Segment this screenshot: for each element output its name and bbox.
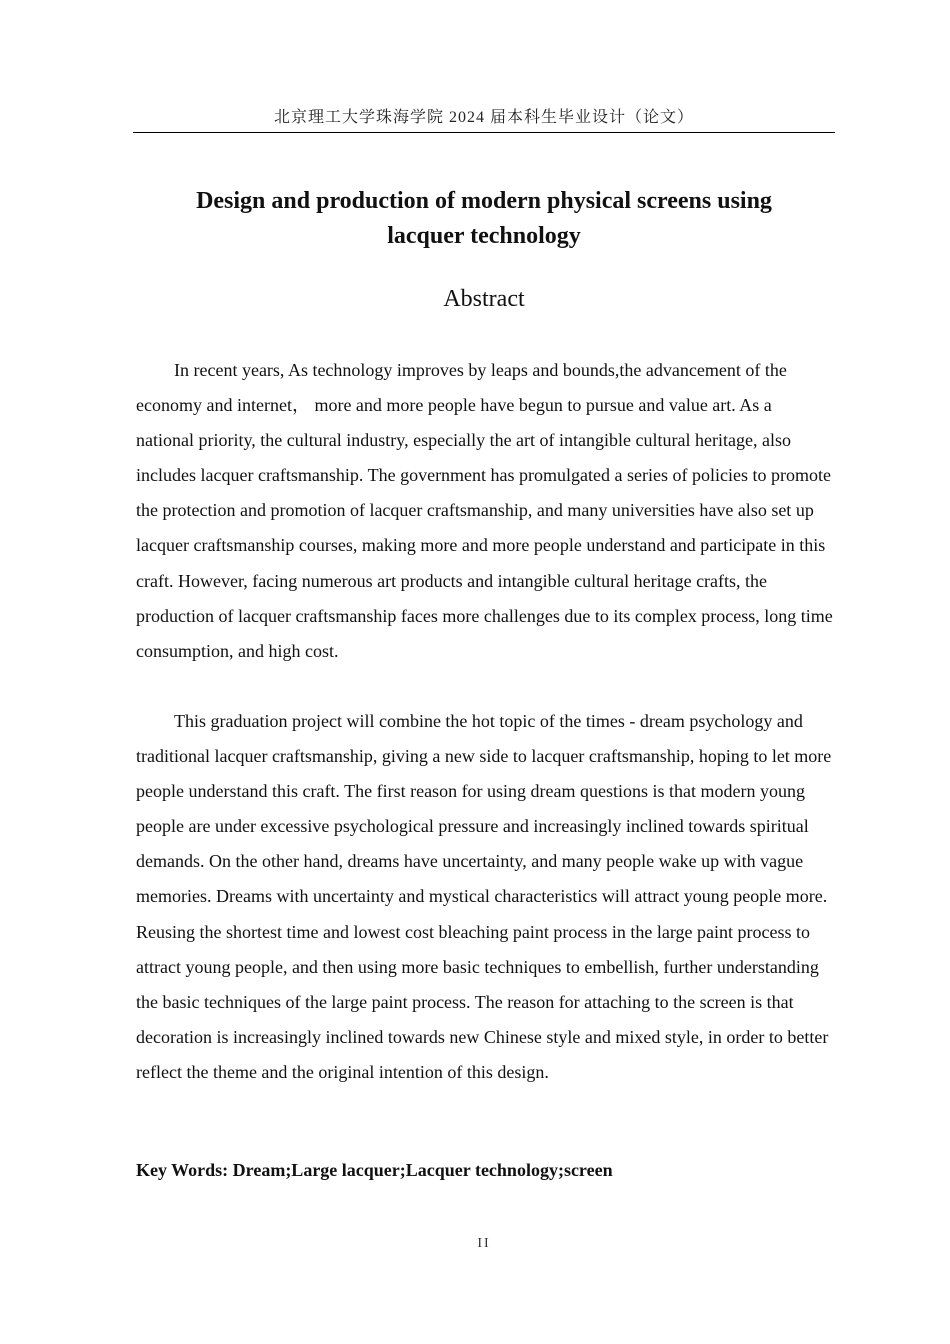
paper-title xyxy=(133,184,835,254)
keywords: Key Words: Dream;Large lacquer;Lacquer technology;screen xyxy=(136,1160,613,1180)
title-line-2: lacquer technology xyxy=(387,223,581,249)
page-header xyxy=(133,106,835,133)
title-line-1: Design and production of modern physical screens using xyxy=(196,188,772,214)
header-text: 北京理工大学珠海学院 2024 届本科生毕业设计（论文） xyxy=(273,109,694,126)
abstract-paragraph-1: In recent years, As technology improves by leaps and bounds,the advancement of the economy and internet， more and more people have begun to pursue and value art. As a national priority, the cultural industry, especially the art of intangible cultural heritage, also includes lacquer craftsmanship. The government has promulgated a series of policies to promote the protection and promotion of lacquer craftsmanship, and many universities have also set up lacquer craftsmanship courses, making more and more people understand and participate in this craft. However, facing numerous art products and intangible cultural heritage crafts, the production of lacquer craftsmanship faces more challenges due to its complex process, long time consumption, and high cost. xyxy=(136,360,833,661)
abstract-paragraph-2: This graduation project will combine the hot topic of the times - dream psychology and traditional lacquer craftsmanship, giving a new side to lacquer craftsmanship, hoping to let more people understand this craft. The first reason for using dream questions is that modern young people are under excessive psychological pressure and increasingly inclined towards spiritual demands. On the other hand, dreams have uncertainty, and many people wake up with vague memories. Dreams with uncertainty and mystical characteristics will attract young people more. Reusing the shortest time and lowest cost bleaching paint process in the large paint process to attract young people, and then using more basic techniques to embellish, further understanding the basic techniques of the large paint process. The reason for attaching to the screen is that decoration is increasingly inclined towards new Chinese style and mixed style, in order to better reflect the theme and the original intention of this design. xyxy=(136,711,832,1082)
abstract-heading: Abstract xyxy=(443,286,525,312)
page-number: II xyxy=(477,1236,491,1251)
